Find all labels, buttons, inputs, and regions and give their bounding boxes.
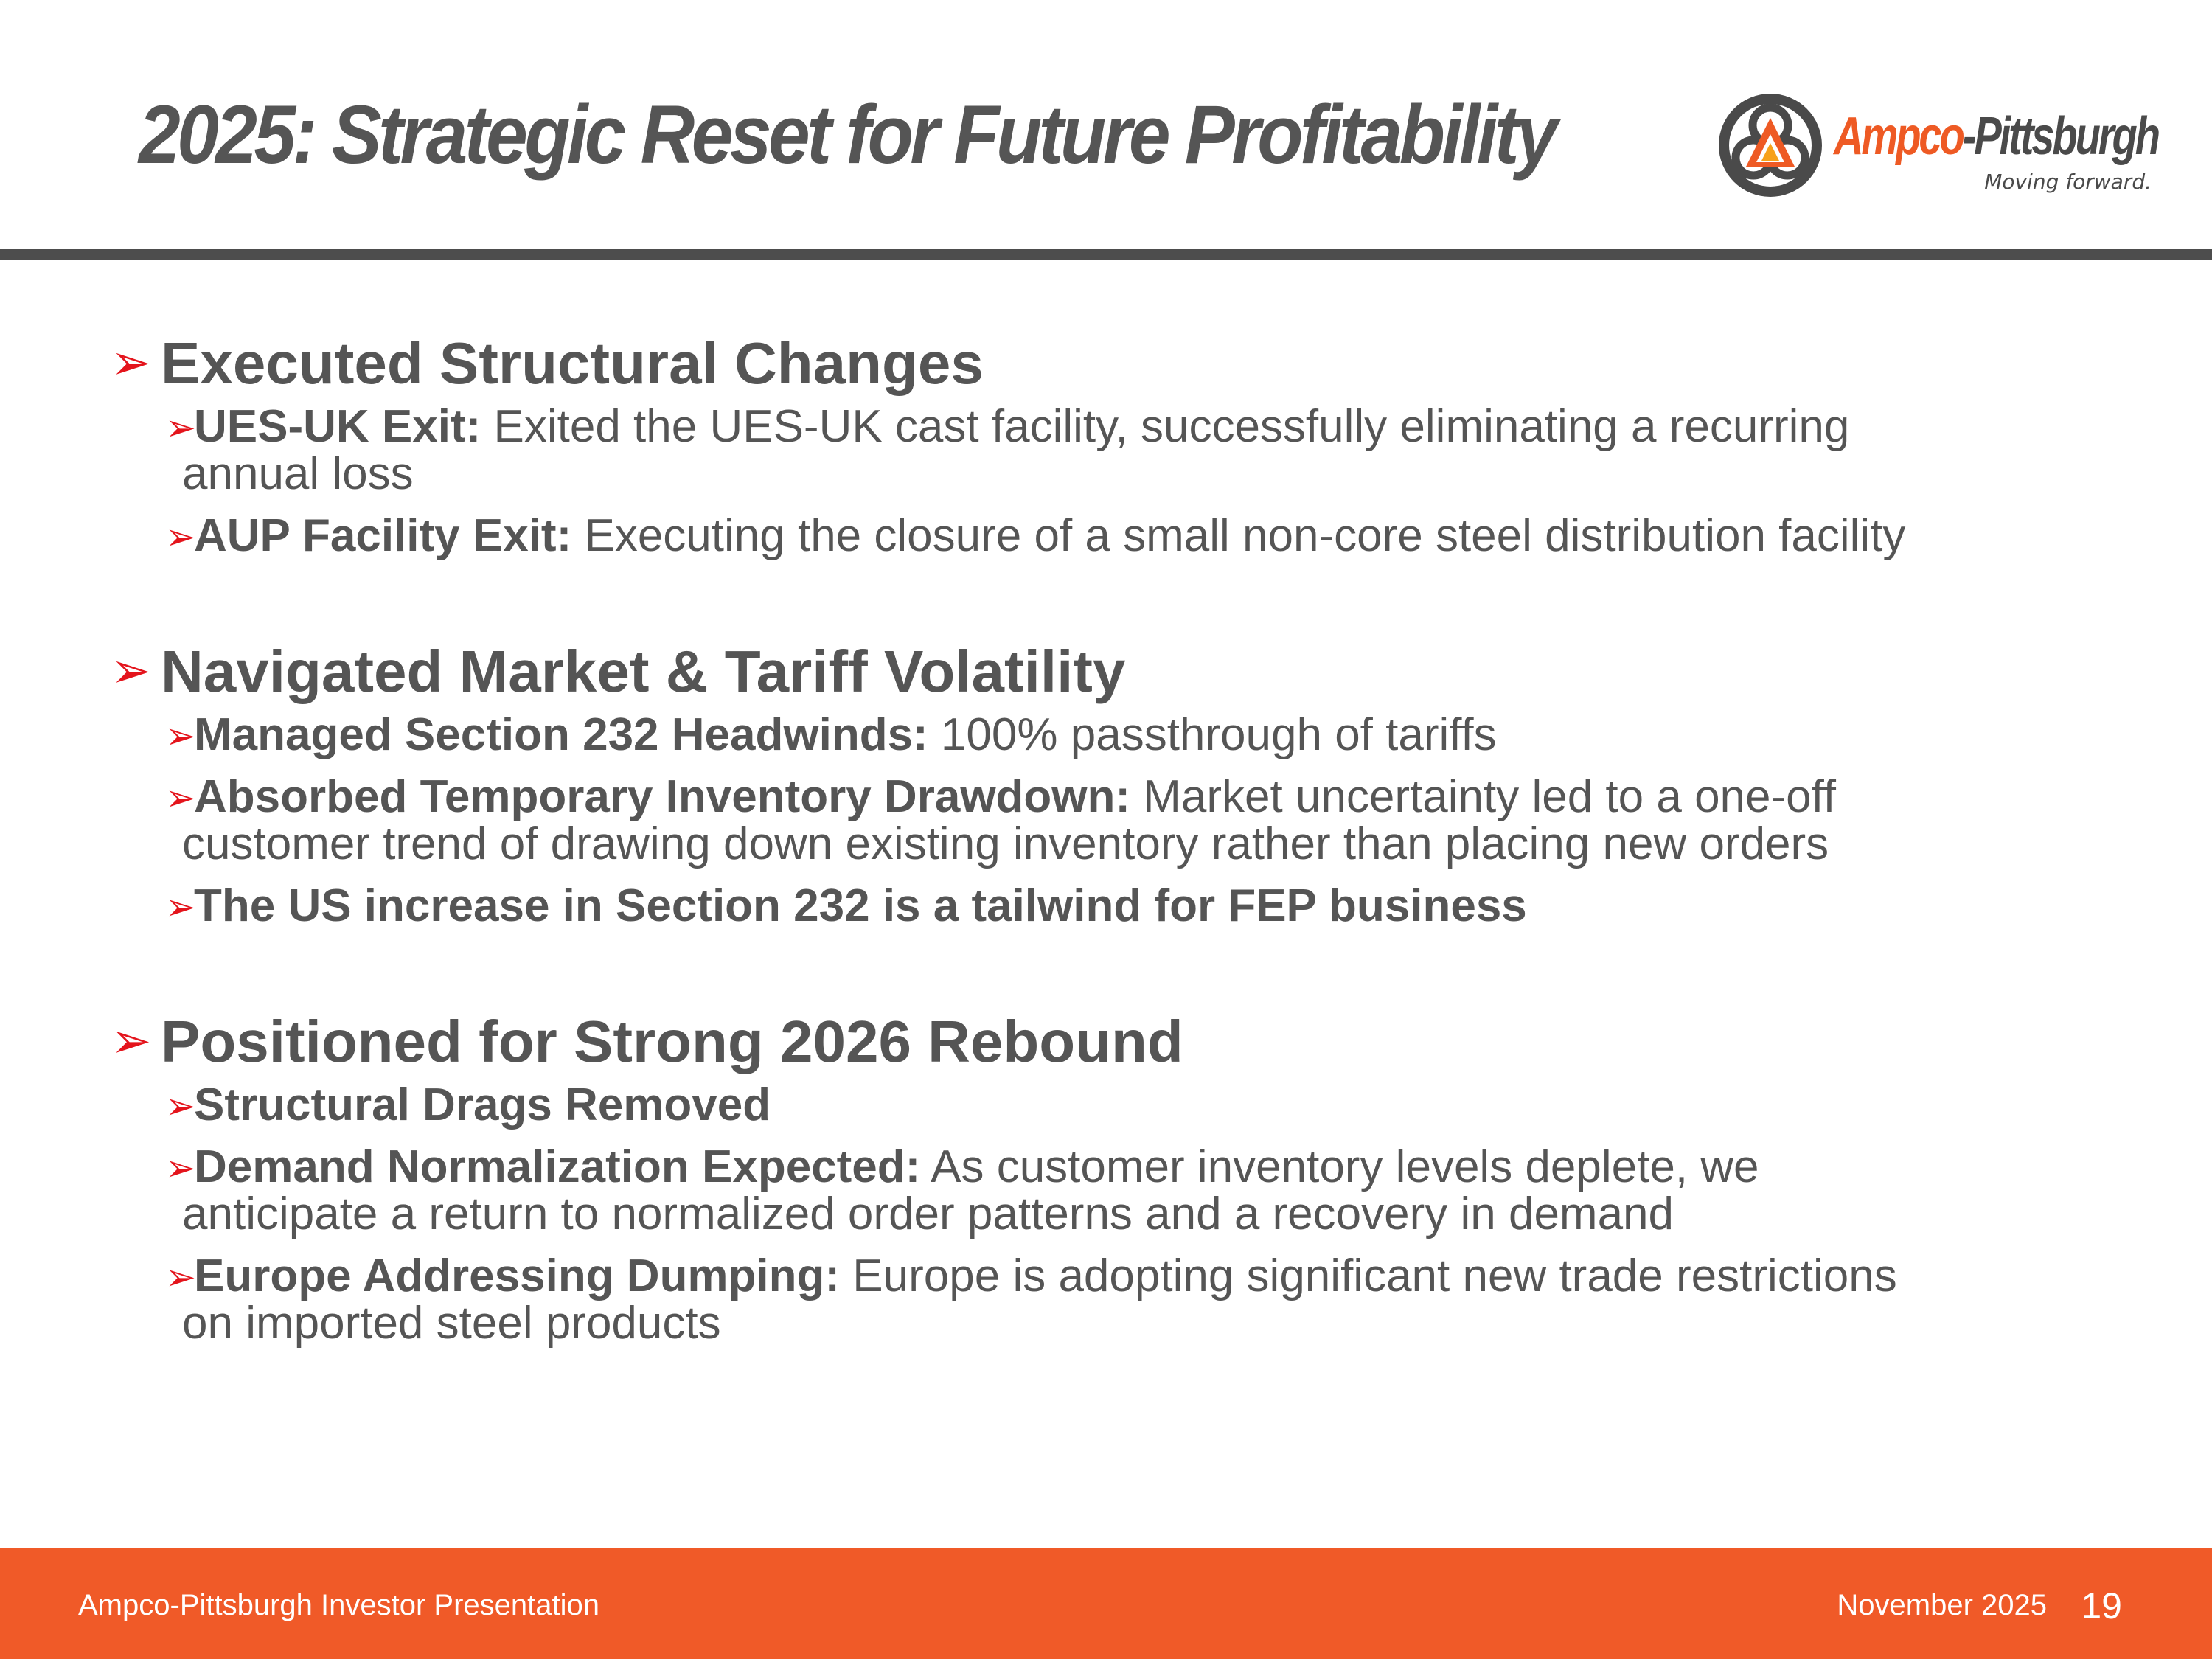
arrowhead-bullet-icon: ➢ <box>165 407 196 448</box>
section-2026-rebound <box>111 1006 2160 1347</box>
section-heading-text: Executed Structural Changes <box>161 330 984 396</box>
item-text: Market uncertainty led to a one-off <box>1130 771 1836 822</box>
page-number: 19 <box>2081 1585 2122 1627</box>
item-text-continued: anticipate a return to normalized order patterns and a recovery in demand <box>182 1189 1674 1239</box>
item-lead: AUP Facility Exit: <box>194 510 572 561</box>
arrowhead-bullet-icon: ➢ <box>165 516 196 557</box>
slide-body <box>111 328 2160 1362</box>
section-heading <box>111 1006 2160 1077</box>
arrowhead-bullet-icon: ➢ <box>111 1013 152 1068</box>
logo-wordmark-pittsburgh: -Pittsburgh <box>1962 107 2158 166</box>
list-item <box>111 1253 2185 1347</box>
footer-bar <box>0 1548 2212 1659</box>
item-text: Executing the closure of a small non-core steel distribution facility <box>571 510 1906 561</box>
logo-wordmark <box>1834 106 2158 167</box>
arrowhead-bullet-icon: ➢ <box>165 1085 196 1127</box>
section-heading <box>111 636 2160 707</box>
item-text: Exited the UES-UK cast facility, successfully eliminating a recurring <box>481 401 1850 452</box>
item-text-continued: customer trend of drawing down existing inventory rather than placing new orders <box>182 818 1829 869</box>
item-text-continued: annual loss <box>182 448 414 499</box>
arrowhead-bullet-icon: ➢ <box>111 643 152 698</box>
footer-date: November 2025 <box>1837 1589 2047 1621</box>
arrowhead-bullet-icon: ➢ <box>165 886 196 928</box>
logo-wordmark-ampco: Ampco <box>1834 107 1963 166</box>
list-item <box>111 773 2185 868</box>
item-lead: Demand Normalization Expected: <box>194 1141 921 1192</box>
item-lead: UES-UK Exit: <box>194 401 481 452</box>
section-heading <box>111 328 2160 399</box>
item-lead: Europe Addressing Dumping: <box>194 1251 841 1301</box>
section-heading-text: Navigated Market & Tariff Volatility <box>161 639 1126 704</box>
item-lead: Managed Section 232 Headwinds: <box>194 709 928 760</box>
arrowhead-bullet-icon: ➢ <box>165 1256 196 1298</box>
arrowhead-bullet-icon: ➢ <box>165 777 196 818</box>
item-text: As customer inventory levels deplete, we <box>920 1141 1759 1192</box>
section-structural-changes <box>111 328 2160 560</box>
section-market-tariff <box>111 636 2160 930</box>
list-item <box>111 512 2185 560</box>
logo-tagline: Moving forward. <box>1984 170 2152 194</box>
item-text: 100% passthrough of tariffs <box>928 709 1497 760</box>
list-item <box>111 1141 2185 1239</box>
list-item <box>111 1079 2185 1130</box>
arrowhead-bullet-icon: ➢ <box>165 715 196 757</box>
footer-presentation-name: Ampco-Pittsburgh Investor Presentation <box>78 1589 600 1621</box>
list-item <box>111 403 2185 498</box>
list-item <box>111 880 2185 931</box>
section-heading-text: Positioned for Strong 2026 Rebound <box>161 1009 1183 1074</box>
item-text: Europe is adopting significant new trade restrictions <box>840 1251 1897 1301</box>
slide-title: 2025: Strategic Reset for Future Profitability <box>139 88 1555 181</box>
ampco-pittsburgh-triangle-logo-icon <box>1715 90 1826 201</box>
item-lead: The US increase in Section 232 is a tailwind for FEP business <box>194 880 1527 931</box>
item-lead: Structural Drags Removed <box>194 1079 771 1130</box>
company-logo <box>1712 87 2158 205</box>
header-divider <box>0 249 2212 260</box>
arrowhead-bullet-icon: ➢ <box>111 335 152 389</box>
arrowhead-bullet-icon: ➢ <box>165 1147 196 1189</box>
item-text-continued: on imported steel products <box>182 1298 721 1349</box>
list-item <box>111 709 2185 760</box>
item-lead: Absorbed Temporary Inventory Drawdown: <box>194 771 1131 822</box>
